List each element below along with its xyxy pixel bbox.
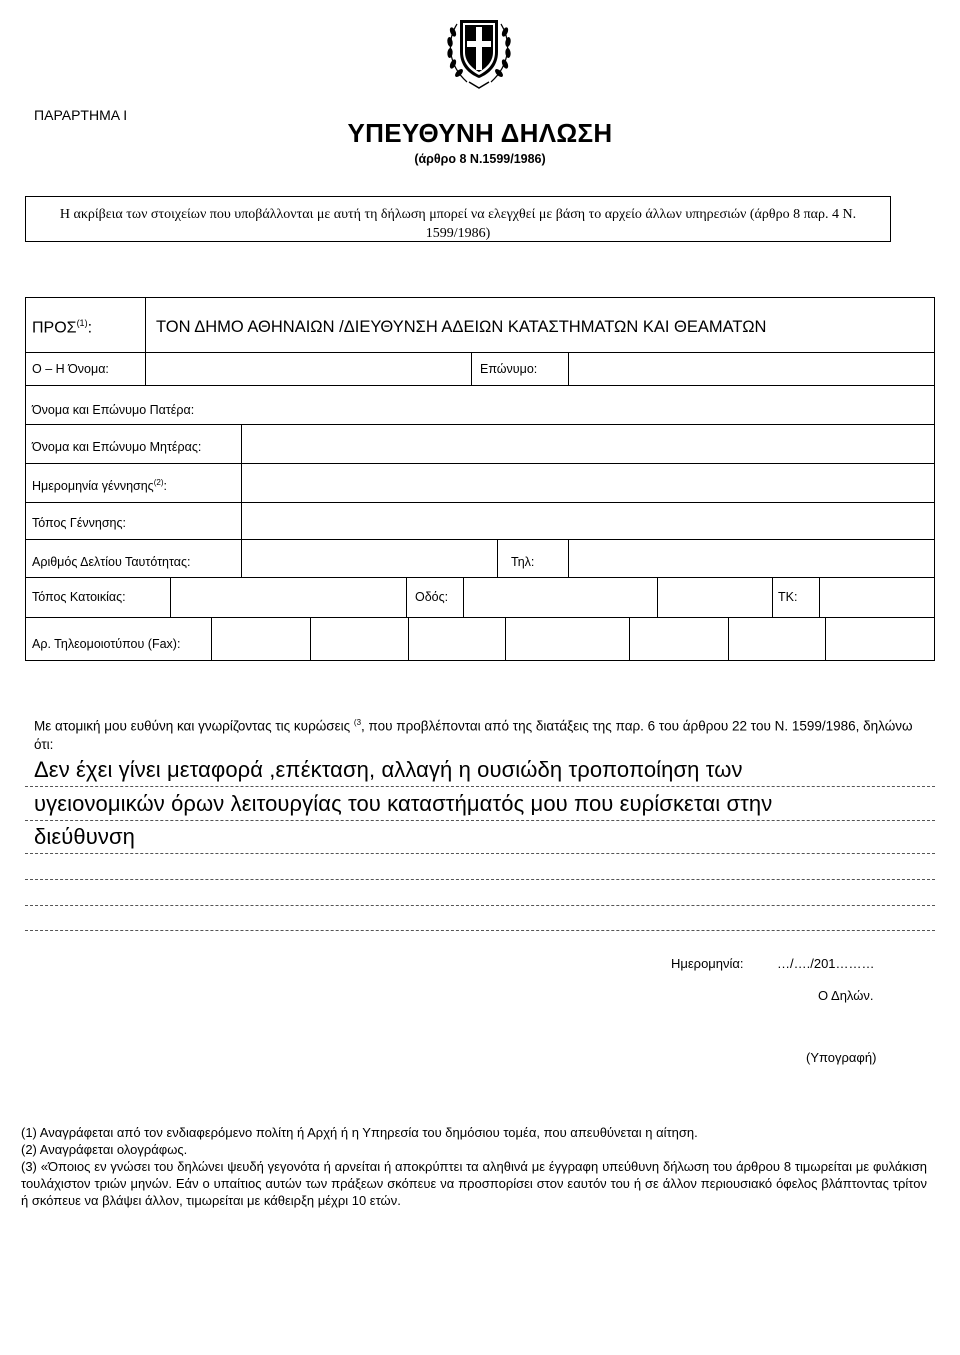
greek-coat-of-arms-icon: [443, 6, 515, 92]
id-card-number-label: Αριθμός Δελτίου Ταυτότητας:: [32, 555, 191, 569]
accuracy-notice-text: Η ακρίβεια των στοιχείων που υποβάλλονται με αυτή τη δήλωση μπορεί να ελεγχθεί με βάση το αρχείο άλλων υπηρεσιών (άρθρο 8 παρ. 4 Ν. 1599/1986): [59, 207, 857, 241]
declaration-line-1: Δεν έχει γίνει μεταφορά ,επέκταση, αλλαγή η ουσιώδη τροποποίηση των: [34, 757, 743, 782]
surname-label: Επώνυμο:: [480, 362, 538, 376]
postcode-label: ΤΚ:: [778, 590, 798, 604]
footnote-ref-1: (1): [76, 318, 88, 328]
date-value: …/…./201………: [777, 956, 875, 971]
declaration-intro: Με ατομική μου ευθύνη και γνωρίζοντας τις κυρώσεις $^{(3}$, που προβλέπονται από της διατάξεις της παρ. 6 του άρθρου 22 του Ν. 1599/1986, δηλώνω ότι:: [34, 718, 913, 752]
residence-label: Τόπος Κατοικίας:: [32, 590, 126, 604]
declarant-label: Ο Δηλών.: [818, 988, 874, 1003]
date-label: Ημερομηνία:: [671, 956, 744, 971]
father-name-label: Όνομα και Επώνυμο Πατέρα:: [32, 403, 195, 417]
footnotes: [21, 1124, 927, 1209]
footnote-ref-3: (3: [353, 718, 362, 727]
accuracy-notice-box: [25, 196, 891, 242]
document-subtitle: (άρθρο 8 Ν.1599/1986): [414, 152, 546, 166]
birthplace-label: Τόπος Γέννησης:: [32, 516, 127, 530]
signature-label: (Υπογραφή): [806, 1050, 877, 1065]
footnote-2: (2) Αναγράφεται ολογράφως.: [21, 1142, 188, 1157]
document-title: ΥΠΕΥΘΥΝΗ ΔΗΛΩΣΗ: [347, 118, 613, 148]
footnote-1: (1) Αναγράφεται από τον ενδιαφερόμενο πολίτη ή Αρχή ή η Υπηρεσία του δημόσιου τομέα, που απευθύνεται η αίτηση.: [21, 1125, 698, 1140]
street-label: Οδός:: [415, 590, 449, 604]
footnote-3: (3) «Όποιος εν γνώσει του δηλώνει ψευδή γεγονότα ή αρνείται ή αποκρύπτει τα αληθινά με έγγραφη υπεύθυνη δήλωση του άρθρου 8 τιμωρείται με φυλάκιση τουλάχιστον τριών μηνών. Εάν ο υπαίτιος αυτών των πράξεων σκόπευε να προσπορίσει στον εαυτόν του ή σε άλλον περιουσιακό όφελος βλάπτοντας τρίτον ή σκόπευε να βλάψει άλλον, τιμωρείται με κάθειρξη μέχρι 10 ετών.: [21, 1159, 927, 1208]
footnote-ref-2: (2): [153, 478, 164, 487]
recipient-label: ΠΡΟΣ$^{(1)}$:: [32, 318, 93, 337]
declaration-line-3: διεύθυνση: [34, 824, 135, 849]
phone-label: Τηλ:: [511, 555, 535, 569]
first-name-label: Ο – Η Όνομα:: [32, 362, 109, 376]
recipient-value: ΤΟΝ ΔΗΜΟ ΑΘΗΝΑΙΩΝ /ΔΙΕΥΘΥΝΣΗ ΑΔΕΙΩΝ ΚΑΤΑΣΤΗΜΑΤΩΝ ΚΑΙ ΘΕΑΜΑΤΩΝ: [156, 318, 767, 336]
declaration-line-2: υγειονομικών όρων λειτουργίας του καταστήματός μου που ευρίσκεται στην: [34, 791, 773, 816]
mother-name-label: Όνομα και Επώνυμο Μητέρας:: [32, 440, 202, 454]
appendix-label: ΠΑΡΑΡΤΗΜΑ Ι: [34, 107, 128, 123]
birthdate-label: Ημερομηνία γέννησης$^{(2)}$:: [32, 478, 167, 494]
fax-label: Αρ. Τηλεομοιοτύπου (Fax):: [32, 637, 181, 651]
